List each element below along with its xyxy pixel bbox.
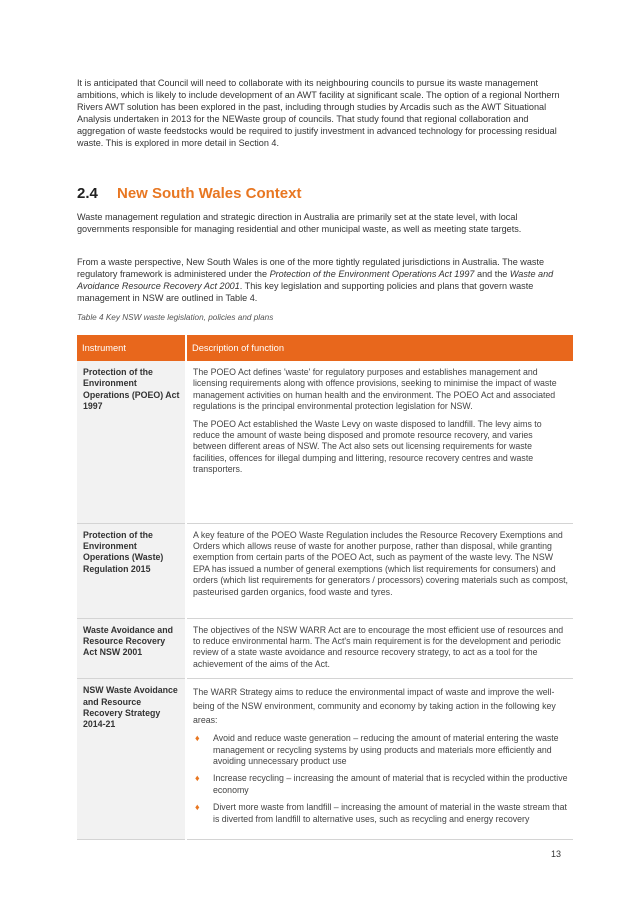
list-item — [193, 733, 568, 767]
page-number: 13 — [551, 849, 562, 859]
list-item — [193, 802, 568, 825]
description-paragraph: The POEO Act defines 'waste' for regulatory purposes and establishes management and licensing requirements along with offence provisions, seeking to minimise the impact of waste management activities on human health and the environment. The POEO Act and associated regulations is the principal environmental protection legislation for NSW. — [193, 367, 557, 412]
header-instrument: Instrument — [77, 335, 186, 361]
instrument-cell: NSW Waste Avoidance and Resource Recovery Strategy 2014-21 — [77, 679, 186, 840]
intro-paragraph: It is anticipated that Council will need to collaborate with its neighbouring councils to pursue its waste management ambitions, which is likely to include development of an AWT facility at significant scale. The option of a regional Northern Rivers AWT solution has been explored in the past, including through studies by Arcadis such as the AWT Situational Analysis undertaken in 2013 for the NEWaste group of councils. That study found that regional collaboration and aggregation of waste feedstocks would be required to justify investment in advanced technology for processing residual waste. This is explored in more detail in Section 4. — [77, 78, 560, 149]
description-paragraph: The objectives of the NSW WARR Act are to encourage the most efficient use of resources and to reduce environmental harm. The Act's main requirement is for the development and periodic review of a state waste avoidance and resource recovery strategy, to act as a tool for the achievement of the aims of the Act. — [193, 624, 564, 669]
table-row — [77, 523, 573, 618]
list-item — [193, 773, 568, 796]
list-item-text: Divert more waste from landfill – increasing the amount of material in the waste stream that is diverted from landfill to alternative uses, such as recycling and energy recovery — [213, 802, 567, 824]
key-areas-list — [193, 733, 568, 825]
table-header-row — [77, 335, 573, 361]
legislation-table — [77, 335, 573, 840]
table-row — [77, 679, 573, 840]
poeo-act-title: Protection of the Environment Operations Act 1997 — [269, 269, 475, 280]
description-cell — [186, 679, 573, 840]
section-number: 2.4 — [77, 185, 98, 202]
list-item-text: Avoid and reduce waste generation – reducing the amount of material entering the waste management or recycling systems by using products and materials more efficiently and avoiding unnecessary product use — [213, 733, 559, 766]
instrument-cell: Protection of the Environment Operations (POEO) Act 1997 — [77, 361, 186, 523]
instrument-cell: Waste Avoidance and Resource Recovery Act NSW 2001 — [77, 618, 186, 679]
warr-act-title: Waste and Avoidance Resource Recovery Act 2001 — [77, 269, 554, 292]
description-paragraph: The POEO Act established the Waste Levy on waste disposed to landfill. The levy aims to reduce the amount of waste being disposed and promote resource recovery, and varies between different areas of NSW. The Act also sets out licensing requirements for waste facilities, offences for illegal dumping and littering, resource recovery centres and waste transporters. — [193, 418, 542, 475]
para2-text-3: . This key legislation and supporting policies and plans that govern waste management in NSW are outlined in Table 4. — [77, 281, 534, 304]
description-cell — [186, 618, 573, 679]
description-cell — [186, 361, 573, 523]
list-item-text: Increase recycling – increasing the amount of material that is recycled within the productive economy — [213, 773, 568, 795]
table-caption: Table 4 Key NSW waste legislation, policies and plans — [77, 313, 274, 322]
description-paragraph: A key feature of the POEO Waste Regulation includes the Resource Recovery Exemptions and Orders which allows reuse of waste for another purpose, rather than disposal, while granting exemption from certain parts of the POEO Act, such as payment of the waste levy. The NSW EPA has issued a number of general exemptions (which list requirements for consumers) and orders (which list requirements for generators / processors) covering materials such as compost, pasteurised garden organics, food waste and tyres. — [193, 529, 568, 597]
description-paragraph: The WARR Strategy aims to reduce the environmental impact of waste and improve the well-being of the NSW environment, community and economy by taking action in the following key areas: — [193, 687, 556, 726]
para2-text-2: and the — [474, 269, 510, 280]
section-heading — [77, 185, 301, 202]
description-cell — [186, 523, 573, 618]
paragraph-state-level: Waste management regulation and strategic direction in Australia are primarily set at the state level, with local governments responsible for managing residential and other municipal waste, as well as meeting state targets. — [77, 212, 522, 235]
diamond-bullet-icon: ♦ — [195, 733, 200, 744]
section-title: New South Wales Context — [117, 185, 302, 202]
diamond-bullet-icon: ♦ — [195, 802, 200, 813]
instrument-cell: Protection of the Environment Operations (Waste) Regulation 2015 — [77, 523, 186, 618]
paragraph-nsw-regulation — [77, 256, 567, 304]
header-description: Description of function — [186, 335, 573, 361]
table-row — [77, 361, 573, 523]
table-row — [77, 618, 573, 679]
diamond-bullet-icon: ♦ — [195, 773, 200, 784]
para2-text-1: From a waste perspective, New South Wales is one of the more tightly regulated jurisdictions in Australia. The waste regulatory framework is administered under the — [77, 257, 545, 280]
